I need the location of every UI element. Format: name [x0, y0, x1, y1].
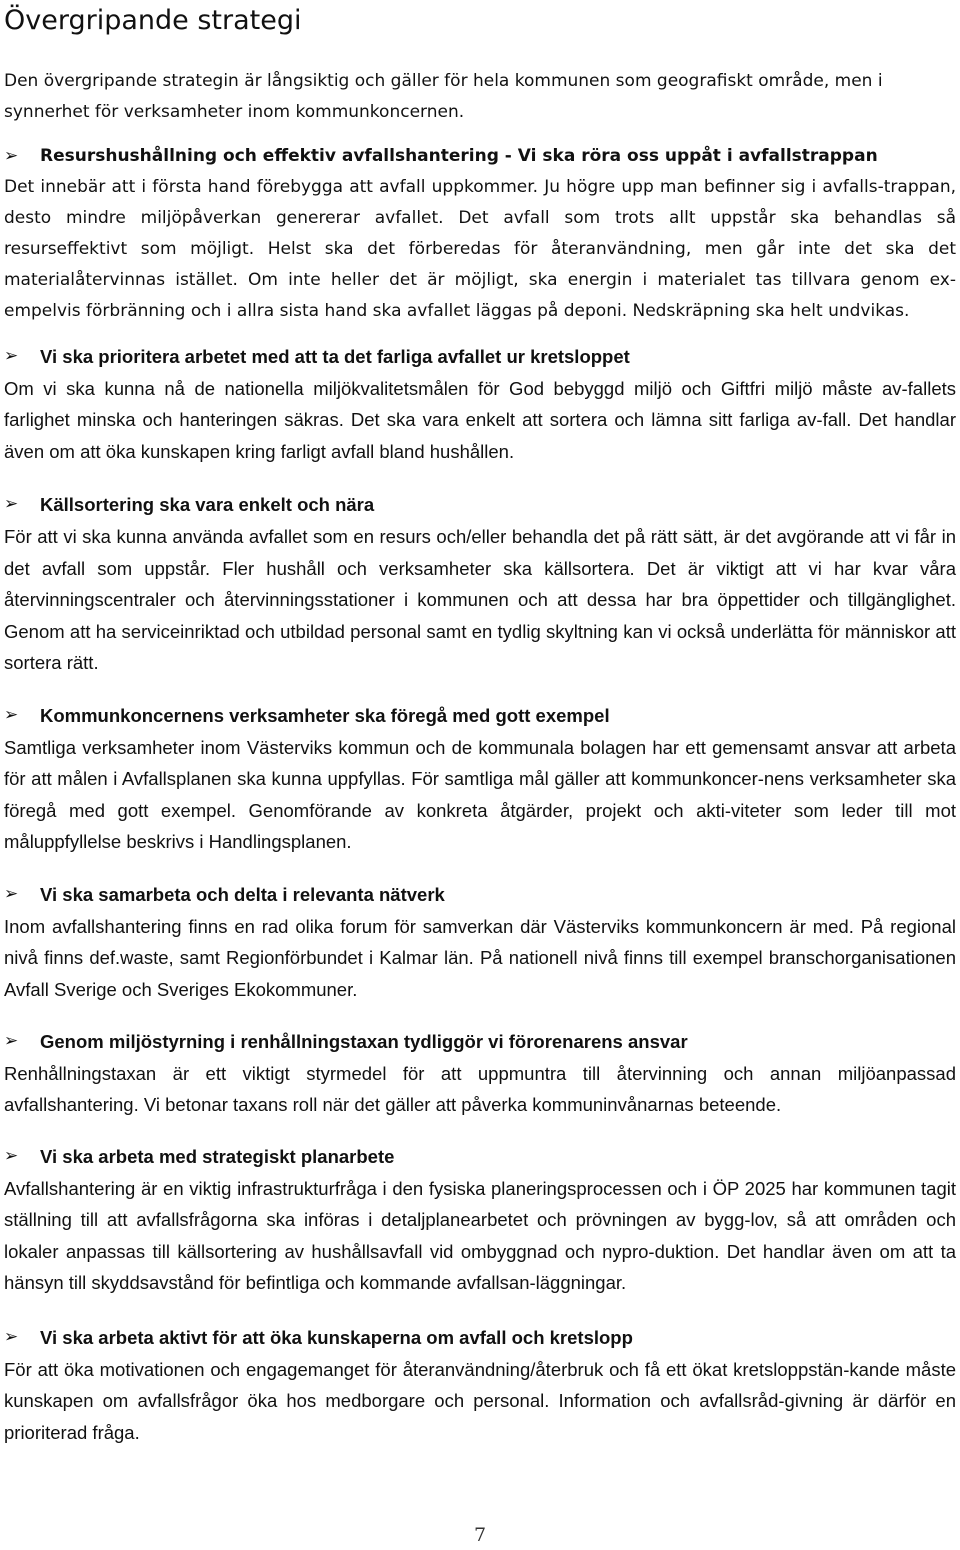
arrow-bullet-icon: ➢ — [4, 146, 19, 166]
section-resurshushallning — [4, 141, 956, 327]
section-heading — [4, 341, 956, 373]
section-heading-text: Vi ska prioritera arbetet med att ta det farliga avfallet ur kretsloppet — [40, 346, 630, 367]
section-heading — [4, 1026, 956, 1058]
arrow-bullet-icon: ➢ — [4, 883, 19, 904]
section-body: Om vi ska kunna nå de nationella miljökvalitetsmålen för God bebyggd miljö och Giftfri miljö måste av-fallets farlighet minska och hanteringen säkras. Det ska vara enkelt att sortera och lämna sitt farliga av-fall. Det handlar även om att öka kunskapen kring farligt avfall bland hushållen. — [4, 377, 956, 462]
section-heading-text: Kommunkoncernens verksamheter ska föregå med gott exempel — [40, 704, 610, 726]
section-heading — [4, 879, 956, 911]
section-planarbete — [4, 1141, 956, 1299]
section-kunskap — [4, 1322, 956, 1448]
section-miljostyrning — [4, 1026, 956, 1121]
section-heading — [4, 141, 956, 172]
section-body: Inom avfallshantering finns en rad olika forum för samverkan där Västerviks kommunkoncern är med. På regional nivå finns def.waste, samt Regionförbundet i Kalmar län. På nationell nivå finns till exempel branschorganisationen Avfall Sverige och Sveriges Ekokommuner. — [4, 915, 956, 1000]
section-heading-text: Genom miljöstyrning i renhållningstaxan tydliggör vi förorenarens ansvar — [40, 1031, 688, 1053]
section-heading — [4, 1322, 956, 1354]
section-heading-text: Vi ska arbeta aktivt för att öka kunskaperna om avfall och kretslopp — [40, 1327, 633, 1349]
section-natverk — [4, 879, 956, 1005]
document-page — [4, 0, 956, 1448]
page-title: Övergripande strategi — [4, 5, 302, 36]
intro-paragraph: Den övergripande strategin är långsiktig och gäller för hela kommunen som geografiskt område, men i synnerhet för verksamheter inom kommunkoncernen. — [4, 71, 883, 122]
section-body: Samtliga verksamheter inom Västerviks kommun och de kommunala bolagen har ett gemensamt ansvar att arbeta för att målen i Avfallsplanen ska kunna uppfyllas. För samtliga mål gäller att kommunkoncer-nens verksamheter ska föregå med gott exempel. Genomförande av konkreta åtgärder, projekt och akti-viteter som leder till mot måluppfyllelse beskrivs i Handlingsplanen. — [4, 736, 956, 853]
arrow-bullet-icon: ➢ — [4, 494, 19, 515]
section-heading-text: Vi ska samarbeta och delta i relevanta nätverk — [40, 883, 445, 905]
section-heading — [4, 489, 956, 521]
section-body: Avfallshantering är en viktig infrastrukturfråga i den fysiska planeringsprocessen och i ÖP 2025 har kommunen tagit ställning till att avfallsfrågorna ska införas i detaljplanearbetet och prövningen av bygg-lov, så att områden och lokaler anpassas till källsortering av hushållsavfall vid ombyggnad och nypro-duktion. Det handlar även om att ta hänsyn till skyddsavstånd för befintliga och kommande avfallsan-läggningar. — [4, 1177, 956, 1294]
page-number: 7 — [473, 1524, 487, 1546]
section-heading-text: Källsortering ska vara enkelt och nära — [40, 494, 375, 516]
section-gott-exempel — [4, 700, 956, 858]
section-heading-text: Resurshushållning och effektiv avfallshantering - Vi ska röra oss uppåt i avfallstrappan — [40, 146, 878, 166]
section-heading — [4, 1141, 956, 1173]
section-heading-text: Vi ska arbeta med strategiskt planarbete — [40, 1146, 395, 1168]
section-farligt-avfall — [4, 341, 956, 467]
arrow-bullet-icon: ➢ — [4, 704, 19, 725]
section-kallsortering — [4, 489, 956, 679]
section-body: För att öka motivationen och engagemanget för återanvändning/återbruk och få ett ökat kretsloppstän-kande måste kunskapen om avfallsfrågor öka hos medborgare och personal. Information och avfallsråd-givning är därför en prioriterad fråga. — [4, 1358, 956, 1443]
section-body: Det innebär att i första hand förebygga att avfall uppkommer. Ju högre upp man befinner sig i avfalls-trappan, desto mindre miljöpåverkan genererar avfallet. Det avfall som trots allt uppstår ska behandlas så resurseffektivt som möjligt. Helst ska det förberedas för återanvändning, men går inte det ska det materialåtervinnas istället. Om inte heller det är möjligt, ska energin i materialet tas tillvara genom ex-empelvis förbränning och i allra sista hand ska avfallet läggas på deponi. Nedskräpning ska helt undvikas. — [4, 177, 956, 321]
arrow-bullet-icon: ➢ — [4, 1146, 19, 1167]
arrow-bullet-icon: ➢ — [4, 1031, 19, 1052]
arrow-bullet-icon: ➢ — [4, 1327, 19, 1348]
arrow-bullet-icon: ➢ — [4, 346, 19, 366]
section-body: Renhållningstaxan är ett viktigt styrmedel för att uppmuntra till återvinning och annan miljöanpassad avfallshantering. Vi betonar taxans roll när det gäller att påverka kommuninvånarnas beteende. — [4, 1062, 956, 1116]
section-heading — [4, 700, 956, 732]
section-body: För att vi ska kunna använda avfallet som en resurs och/eller behandla det på rätt sätt, är det avgörande att vi får in det avfall som uppstår. Fler hushåll och verksamheter ska källsortera. Det är viktigt att vi har kvar våra återvinningscentraler och återvinningsstationer i kommunen och att dessa har bra öppettider och tillgänglighet. Genom att ha serviceinriktad och utbildad personal samt en tydlig skyltning kan vi också underlätta för människor att sortera rätt. — [4, 525, 956, 674]
